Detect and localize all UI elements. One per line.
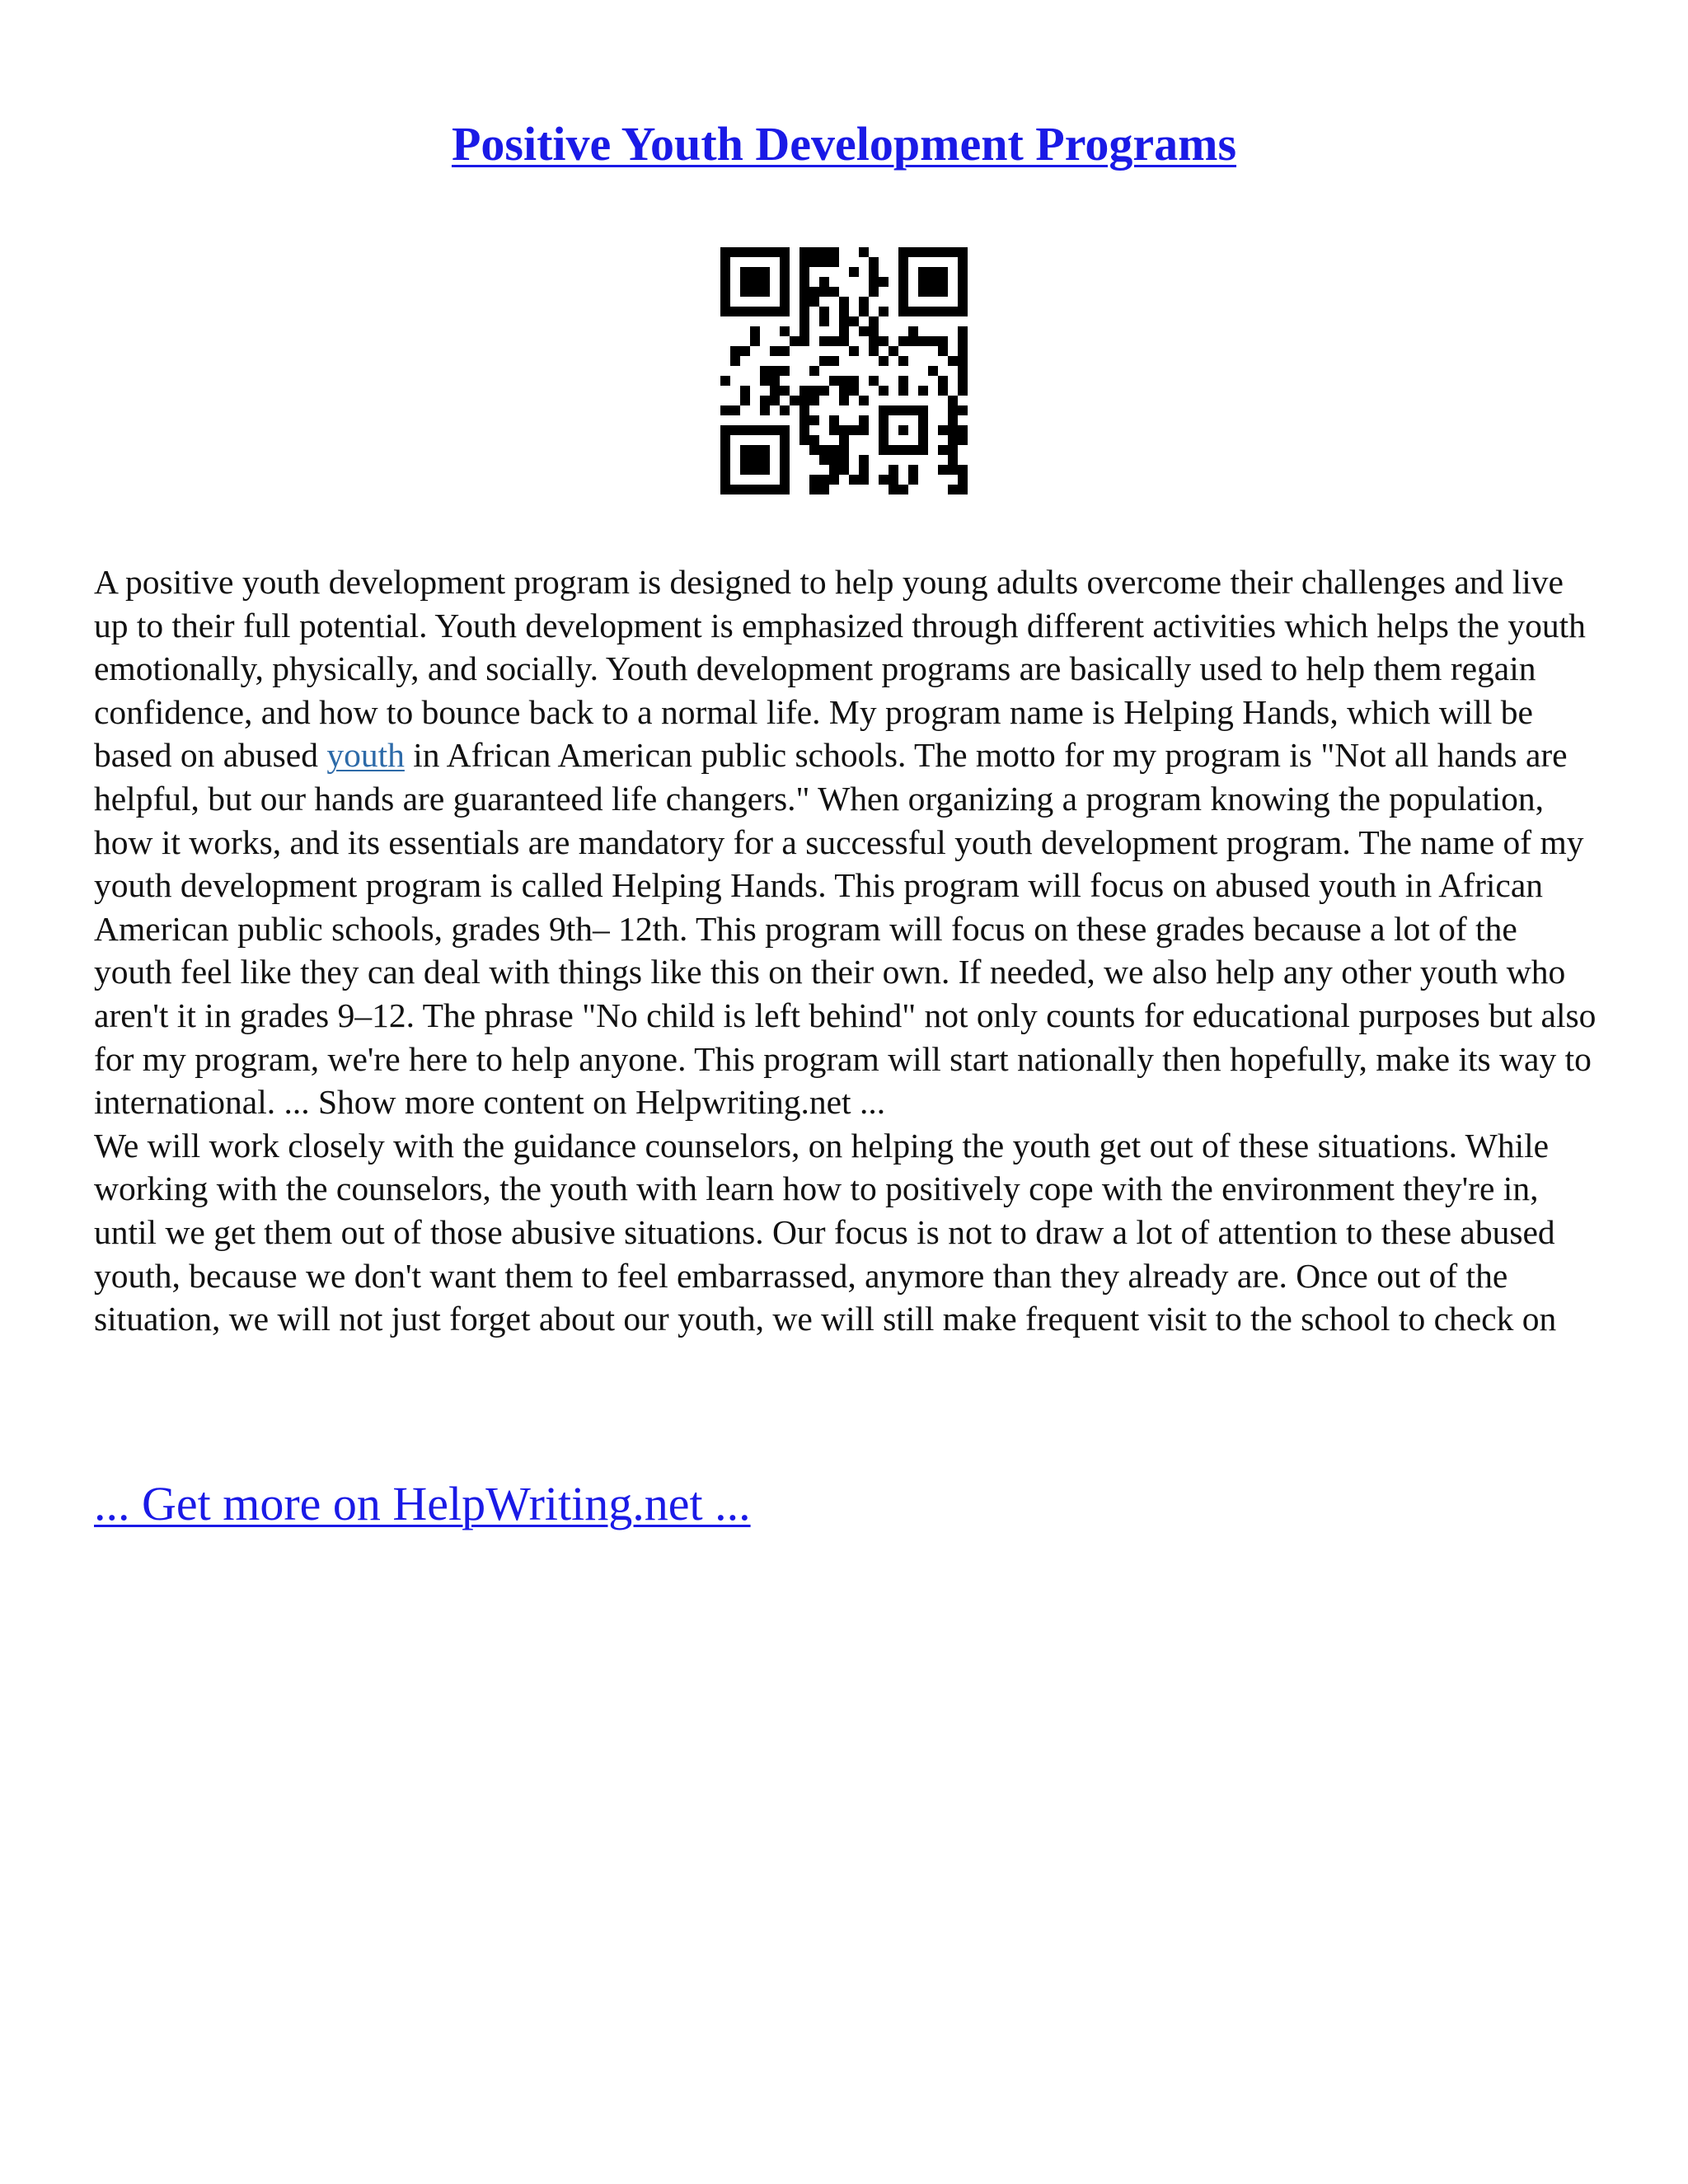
get-more-section: [94, 1475, 751, 1533]
paragraph-2: We will work closely with the guidance counselors, on helping the youth get out of these situations. While working with the counselors, the youth with learn how to positively cope with the environment they're in, until we get them out of those abusive situations. Our focus is not to draw a lot of attention to these abused youth, because we don't want them to feel embarrassed, anymore than they already are. Once out of the situation, we will not just forget about our youth, we will still make frequent visit to the school to check on: [94, 1126, 1557, 1338]
title-link[interactable]: Positive Youth Development Programs: [451, 117, 1237, 171]
article-body: [94, 560, 1602, 1341]
youth-link[interactable]: youth: [326, 736, 405, 775]
paragraph-1: [94, 560, 1602, 1124]
get-more-link[interactable]: ... Get more on HelpWriting.net ...: [94, 1477, 751, 1530]
page-title: [0, 115, 1688, 173]
paragraph-1-text-b: in African American public schools. The motto for my program is "Not all hands are helpful, but our hands are guaranteed life changers." When organizing a program knowing the population, how it works, and its essentials are mandatory for a successful youth development program. The name of my youth development program is called Helping Hands. This program will focus on abused youth in African American public schools, grades 9th– 12th. This program will focus on these grades because a lot of the youth feel like they can deal with things like this on their own. If needed, we also help any other youth who aren't it in grades 9–12. The phrase "No child is left behind" not only counts for educational purposes but also for my program, we're here to help anyone. This program will start nationally then hopefully, make its way to international. ... Show more content on Helpwriting.net ...: [94, 736, 1597, 1122]
paragraph-1-text-a: A positive youth development program is designed to help young adults overcome their challenges and live up to their full potential. Youth development is emphasized through different activities which helps the youth emotionally, physically, and socially. Youth development programs are basically used to help them regain confidence, and how to bounce back to a normal life. My program name is Helping Hands, which will be based on abused: [94, 563, 1586, 775]
qr-code-icon: [720, 247, 968, 494]
